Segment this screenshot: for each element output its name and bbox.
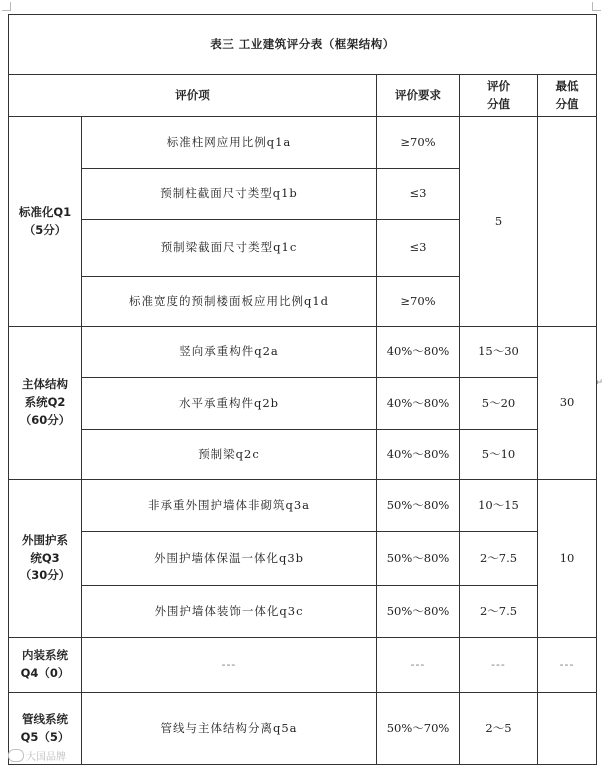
score-cell: 5～20	[460, 378, 538, 430]
requirement-cell: ≥70%	[377, 277, 460, 327]
title-row	[9, 15, 597, 75]
requirement-cell: 50%～70%	[377, 693, 460, 765]
scoring-table	[8, 14, 597, 765]
min-score-cell-q1	[538, 117, 597, 327]
watermark: 大国品牌	[8, 748, 66, 763]
item-cell: 外围护墙体保温一体化q3b	[82, 532, 377, 586]
requirement-cell: 40%～80%	[377, 430, 460, 480]
min-score-cell-q2: 30	[538, 327, 597, 480]
header-min-score: 最低 分值	[538, 75, 597, 117]
header-row	[9, 75, 597, 117]
table-row	[9, 327, 597, 378]
item-cell: 预制梁q2c	[82, 430, 377, 480]
requirement-cell: ≤3	[377, 169, 460, 220]
score-cell: 15～30	[460, 327, 538, 378]
watermark-logo-icon	[8, 749, 24, 762]
requirement-cell: 40%～80%	[377, 378, 460, 430]
corner-crop-mark	[592, 2, 601, 11]
table-title: 表三 工业建筑评分表（框架结构）	[9, 15, 597, 75]
item-cell: 非承重外围护墙体非砌筑q3a	[82, 480, 377, 532]
item-cell: 预制柱截面尺寸类型q1b	[82, 169, 377, 220]
requirement-cell: ≤3	[377, 220, 460, 277]
score-cell: 2～5	[460, 693, 538, 765]
scroll-marker-icon: ↵	[595, 378, 603, 388]
group-label-q1: 标准化Q1 （5分）	[9, 117, 82, 327]
corner-crop-mark	[2, 2, 11, 11]
table-row	[9, 638, 597, 693]
table-row	[9, 480, 597, 532]
header-requirement: 评价要求	[377, 75, 460, 117]
requirement-cell: 40%～80%	[377, 327, 460, 378]
table-row	[9, 117, 597, 169]
header-item: 评价项	[9, 75, 377, 117]
item-cell: 标准柱网应用比例q1a	[82, 117, 377, 169]
item-cell: 水平承重构件q2b	[82, 378, 377, 430]
table-row	[9, 586, 597, 638]
table-row	[9, 430, 597, 480]
table-row	[9, 693, 597, 765]
item-cell: 竖向承重构件q2a	[82, 327, 377, 378]
requirement-cell: 50%～80%	[377, 480, 460, 532]
group-label-q2: 主体结构 系统Q2 （60分）	[9, 327, 82, 480]
min-score-cell: ---	[538, 638, 597, 693]
score-cell-q1: 5	[460, 117, 538, 327]
score-cell: 2～7.5	[460, 532, 538, 586]
group-label-q5: 管线系统 Q5（5）	[9, 693, 82, 765]
group-label-q3: 外围护系 统Q3 （30分）	[9, 480, 82, 638]
table-row	[9, 378, 597, 430]
score-cell: ---	[460, 638, 538, 693]
score-cell: 5～10	[460, 430, 538, 480]
item-cell: 管线与主体结构分离q5a	[82, 693, 377, 765]
score-cell: 10～15	[460, 480, 538, 532]
item-cell: 预制梁截面尺寸类型q1c	[82, 220, 377, 277]
score-cell: 2～7.5	[460, 586, 538, 638]
requirement-cell: 50%～80%	[377, 532, 460, 586]
group-label-q4: 内装系统 Q4（0）	[9, 638, 82, 693]
header-score: 评价 分值	[460, 75, 538, 117]
requirement-cell: 50%～80%	[377, 586, 460, 638]
item-cell: 标准宽度的预制楼面板应用比例q1d	[82, 277, 377, 327]
min-score-cell-q5	[538, 693, 597, 765]
table-row	[9, 532, 597, 586]
item-cell: ---	[82, 638, 377, 693]
min-score-cell-q3: 10	[538, 480, 597, 638]
requirement-cell: ---	[377, 638, 460, 693]
item-cell: 外围护墙体装饰一体化q3c	[82, 586, 377, 638]
requirement-cell: ≥70%	[377, 117, 460, 169]
